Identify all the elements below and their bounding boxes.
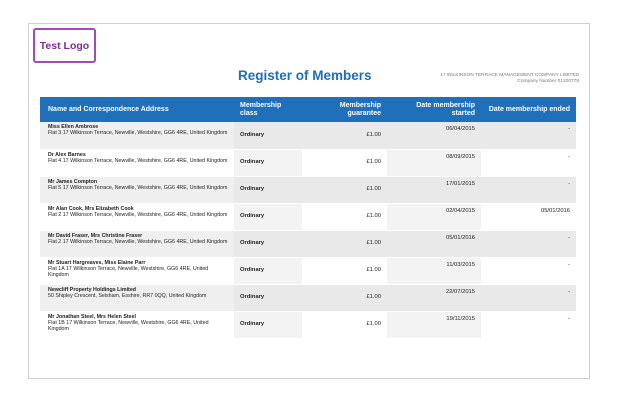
date-ended: - [481,176,576,203]
date-ended: - [481,149,576,176]
table-row [40,230,576,257]
member-cell [40,230,234,257]
membership-class: Ordinary [234,284,302,311]
member-cell [40,257,234,284]
header-guarantee: Membership guarantee [302,97,387,122]
membership-guarantee: £1.00 [302,311,387,338]
member-cell [40,311,234,338]
table-header-row [40,97,576,122]
table-row [40,203,576,230]
page-title: Register of Members [238,68,372,83]
date-ended: - [481,122,576,149]
date-ended: 05/01/2016 [481,203,576,230]
date-started: 19/11/2015 [387,311,481,338]
member-address: Flat 4 17 Wilkinson Terrace, Newville, Westshire, GG6 4RE, United Kingdom [48,157,228,164]
member-address: Flat 5 17 Wilkinson Terrace, Newville, Westshire, GG6 4RE, United Kingdom [48,184,228,191]
member-address: 50 Shipley Crescent, Selsham, Esshire, RR7 0QQ, United Kingdom [48,292,207,299]
company-logo: Test Logo [33,28,96,63]
member-name: Newcliff Property Holdings Limited [48,286,136,293]
table-row [40,284,576,311]
member-address: Flat 2 17 Wilkinson Terrace, Newville, Westshire, GG6 4RE, United Kingdom [48,211,228,218]
member-cell [40,122,234,149]
header-class: Membership class [234,97,302,122]
member-name: Mr David Fraser, Mrs Christine Fraser [48,232,143,239]
member-address: Flat 2 17 Wilkinson Terrace, Newville, Westshire, GG6 4RE, United Kingdom [48,238,228,245]
table-row [40,149,576,176]
document-page [28,23,590,379]
header-ended: Date membership ended [481,97,576,122]
member-name: Mr Stuart Hargreaves, Miss Elaine Parr [48,259,146,266]
company-name: 17 WILKINSON TERRACE MANAGEMENT COMPANY LIMITED [440,73,579,78]
date-ended: - [481,311,576,338]
date-ended: - [481,230,576,257]
table-row [40,176,576,203]
member-cell [40,176,234,203]
date-ended: - [481,257,576,284]
membership-guarantee: £1.00 [302,284,387,311]
membership-guarantee: £1.00 [302,230,387,257]
date-ended: - [481,284,576,311]
member-address: Flat 3 17 Wilkinson Terrace, Newville, Westshire, GG6 4RE, United Kingdom [48,130,228,137]
date-started: 05/01/2016 [387,230,481,257]
membership-class: Ordinary [234,176,302,203]
membership-class: Ordinary [234,122,302,149]
membership-guarantee: £1.00 [302,176,387,203]
members-table-container [40,97,576,339]
header-name: Name and Correspondence Address [40,97,234,122]
member-name: Miss Ellen Ambrose [48,124,99,130]
member-name: Mr James Compton [48,178,98,185]
company-info [440,73,579,85]
date-started: 17/01/2015 [387,176,481,203]
membership-class: Ordinary [234,311,302,338]
member-name: Mr Jonathan Steel, Mrs Helen Steel [48,313,137,320]
membership-guarantee: £1.00 [302,149,387,176]
membership-class: Ordinary [234,257,302,284]
membership-class: Ordinary [234,230,302,257]
member-name: Mr Alan Cook, Mrs Elizabeth Cook [48,205,134,212]
date-started: 02/04/2015 [387,203,481,230]
member-address: Flat 1A 17 Wilkinson Terrace, Newville, Westshire, GG6 4RE, United Kingdom [48,265,209,279]
members-table [40,97,576,339]
membership-guarantee: £1.00 [302,122,387,149]
company-number: Company Number 01200778 [517,79,579,84]
table-row [40,257,576,284]
member-address: Flat 1B 17 Wilkinson Terrace, Newville, Westshire, GG6 4RE, United Kingdom [48,319,209,333]
date-started: 08/09/2015 [387,149,481,176]
member-cell [40,203,234,230]
table-row [40,311,576,338]
date-started: 11/03/2015 [387,257,481,284]
member-cell [40,284,234,311]
membership-guarantee: £1.00 [302,203,387,230]
member-name: Dr Alex Barnes [48,151,86,158]
member-cell [40,149,234,176]
membership-class: Ordinary [234,203,302,230]
membership-class: Ordinary [234,149,302,176]
date-started: 06/04/2015 [387,122,481,149]
header-started: Date membership started [387,97,481,122]
membership-guarantee: £1.00 [302,257,387,284]
table-row [40,122,576,149]
date-started: 22/07/2015 [387,284,481,311]
